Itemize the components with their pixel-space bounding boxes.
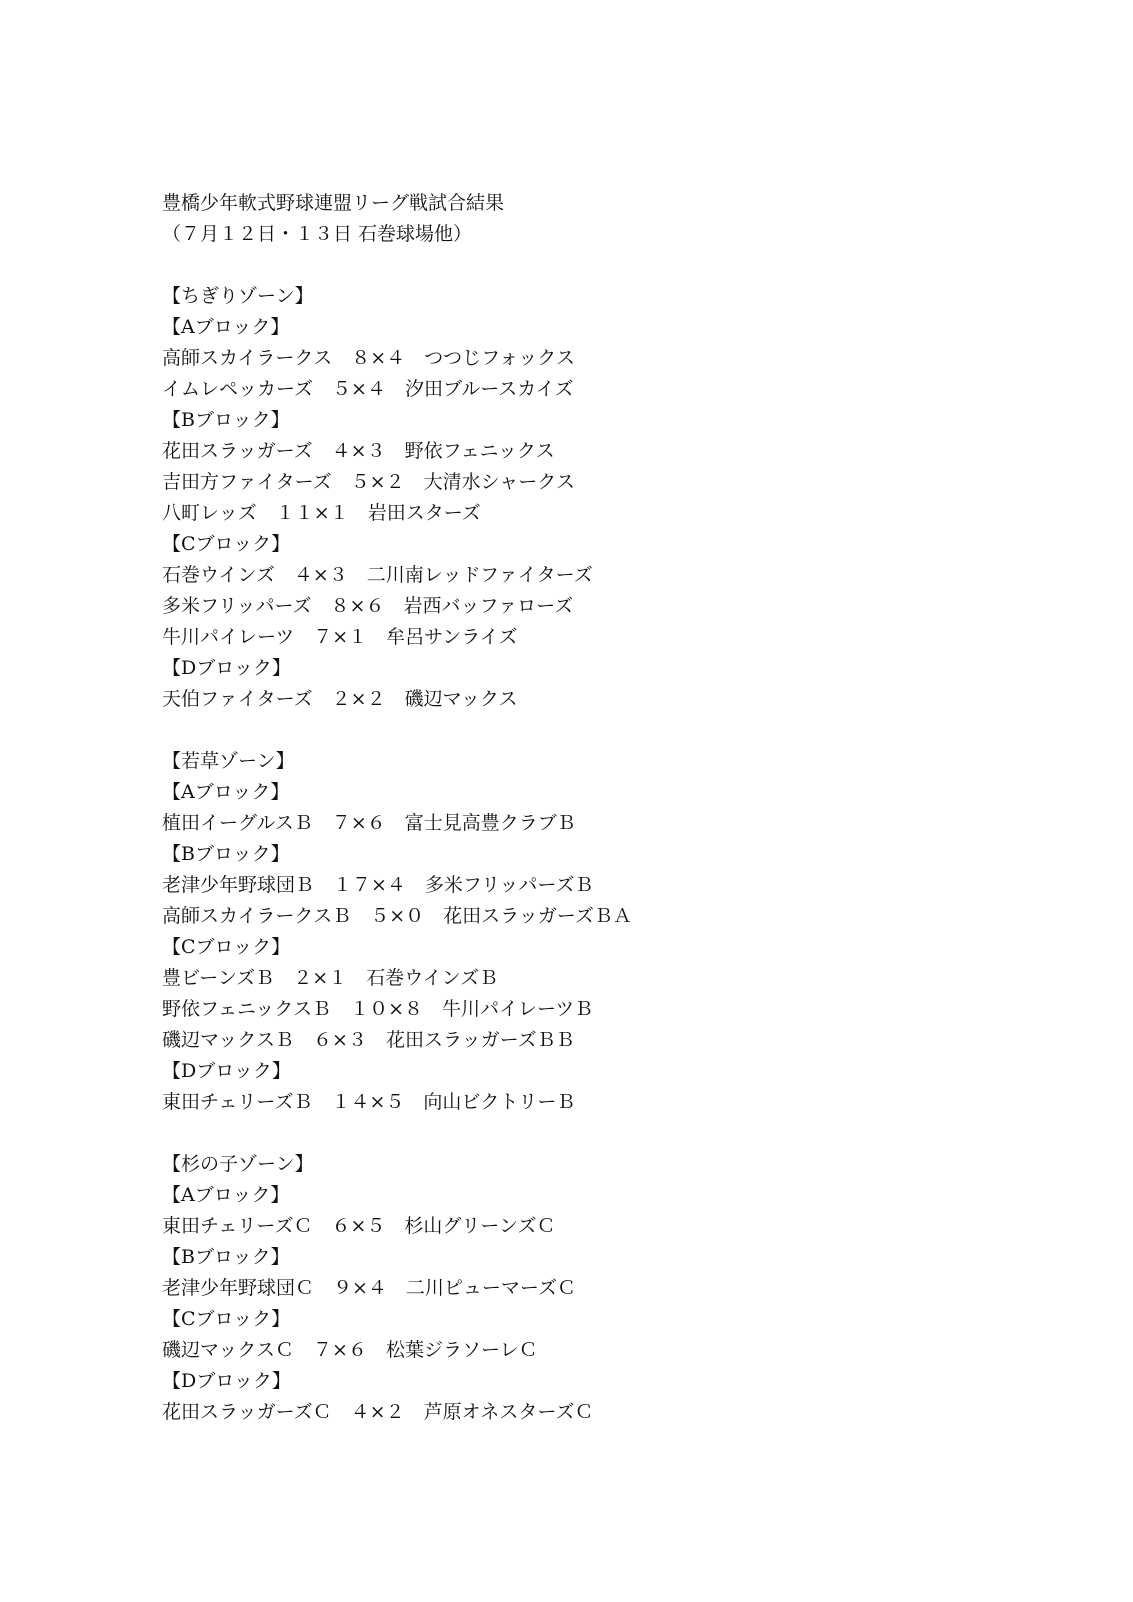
game-result: 老津少年野球団Ｃ ９×４ 二川ピューマーズＣ xyxy=(162,1277,576,1299)
document-subtitle: （７月１２日・１３日 石巻球場他） xyxy=(162,223,473,245)
zone-section xyxy=(162,746,1062,1149)
block-heading: 【Cブロック】 xyxy=(162,1308,291,1330)
game-result: 花田スラッガーズ ４×３ 野依フェニックス xyxy=(162,440,555,462)
block-heading: 【Cブロック】 xyxy=(162,533,291,555)
game-result: 高師スカイラークス ８×４ つつじフォックス xyxy=(162,347,576,369)
spacer xyxy=(162,250,1062,281)
game-result: 牛川パイレーツ ７×１ 牟呂サンライズ xyxy=(162,626,518,648)
game-result: 吉田方ファイターズ ５×２ 大清水シャークス xyxy=(162,471,576,493)
block-heading: 【Aブロック】 xyxy=(162,781,290,803)
zone-section xyxy=(162,281,1062,746)
game-result: 石巻ウインズ ４×３ 二川南レッドファイターズ xyxy=(162,564,593,586)
game-result: 多米フリッパーズ ８×６ 岩西バッファローズ xyxy=(162,595,574,617)
spacer xyxy=(162,715,1062,746)
zone-list xyxy=(162,281,1062,1428)
block-heading: 【Bブロック】 xyxy=(162,409,290,431)
game-result: 植田イーグルスＢ ７×６ 富士見高豊クラブＢ xyxy=(162,812,576,834)
document-title: 豊橋少年軟式野球連盟リーグ戦試合結果 xyxy=(162,192,505,214)
game-result: イムレペッカーズ ５×４ 汐田ブルースカイズ xyxy=(162,378,574,400)
game-result: 磯辺マックスＣ ７×６ 松葉ジラソーレＣ xyxy=(162,1339,538,1361)
game-result: 磯辺マックスＢ ６×３ 花田スラッガーズＢＢ xyxy=(162,1029,575,1051)
game-result: 東田チェリーズＣ ６×５ 杉山グリーンズＣ xyxy=(162,1215,556,1237)
block-heading: 【Bブロック】 xyxy=(162,1246,290,1268)
block-heading: 【Dブロック】 xyxy=(162,657,291,679)
zone-section xyxy=(162,1149,1062,1428)
block-heading: 【Aブロック】 xyxy=(162,316,290,338)
game-result: 高師スカイラークスＢ ５×０ 花田スラッガーズＢＡ xyxy=(162,905,632,927)
block-heading: 【Dブロック】 xyxy=(162,1370,291,1392)
game-result: 豊ビーンズＢ ２×１ 石巻ウインズＢ xyxy=(162,967,499,989)
game-result: 野依フェニックスＢ １０×８ 牛川パイレーツＢ xyxy=(162,998,594,1020)
game-result: 東田チェリーズＢ １４×５ 向山ビクトリーＢ xyxy=(162,1091,576,1113)
document-body xyxy=(162,188,1062,1428)
block-heading: 【Bブロック】 xyxy=(162,843,290,865)
game-result: 老津少年野球団Ｂ １７×４ 多米フリッパーズＢ xyxy=(162,874,594,896)
game-result: 八町レッズ １１×１ 岩田スターズ xyxy=(162,502,481,524)
spacer xyxy=(162,1118,1062,1149)
zone-heading: 【ちぎりゾーン】 xyxy=(162,285,314,307)
block-heading: 【Cブロック】 xyxy=(162,936,291,958)
game-result: 花田スラッガーズＣ ４×２ 芦原オネスターズＣ xyxy=(162,1401,594,1423)
zone-heading: 【若草ゾーン】 xyxy=(162,750,295,772)
block-heading: 【Dブロック】 xyxy=(162,1060,291,1082)
zone-heading: 【杉の子ゾーン】 xyxy=(162,1153,314,1175)
block-heading: 【Aブロック】 xyxy=(162,1184,290,1206)
game-result: 天伯ファイターズ ２×２ 磯辺マックス xyxy=(162,688,518,710)
